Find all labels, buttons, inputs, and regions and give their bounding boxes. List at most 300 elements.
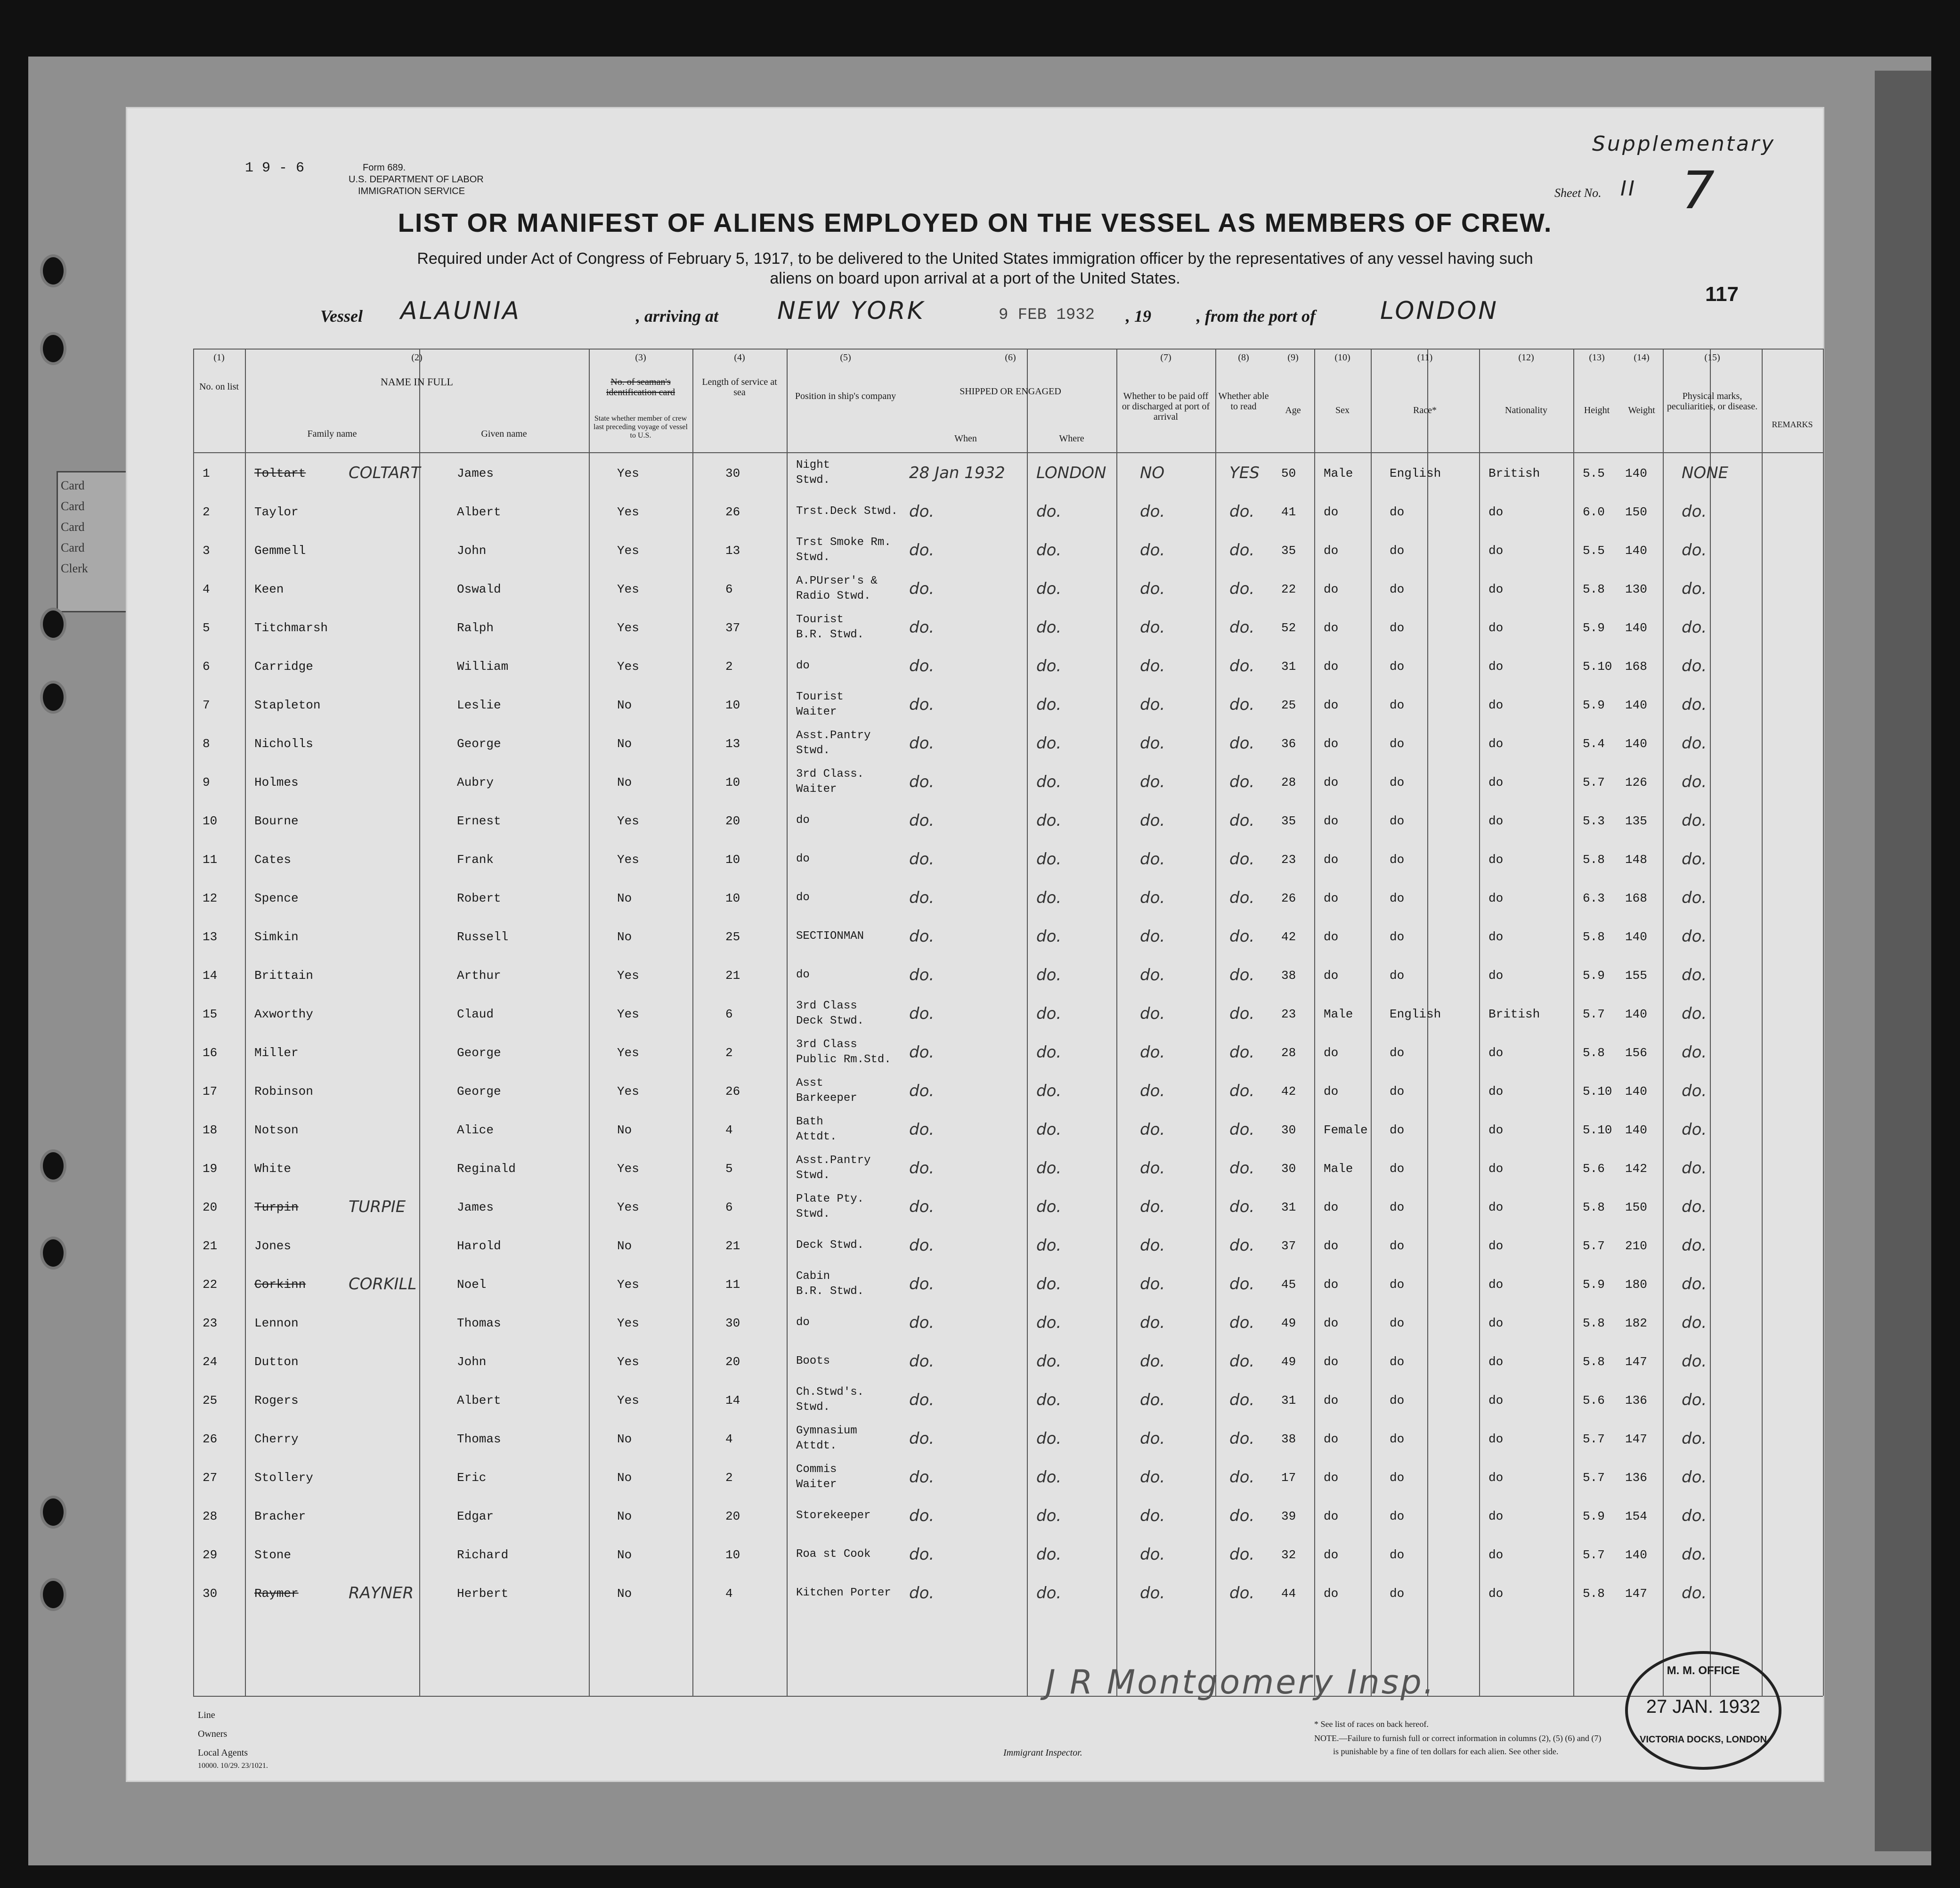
weight: 140: [1625, 1548, 1647, 1562]
shipped-where: do.: [1036, 1120, 1062, 1139]
physical-marks: do.: [1682, 1429, 1707, 1448]
rule: [193, 452, 1823, 453]
given-name: Robert: [457, 891, 501, 905]
rule: [1371, 349, 1372, 1696]
family-name: White: [254, 1162, 292, 1176]
position-line-1: 3rd Class: [796, 1000, 857, 1012]
physical-marks: do.: [1682, 1159, 1707, 1178]
race: do: [1390, 505, 1405, 519]
weight: 136: [1625, 1471, 1647, 1485]
given-name: Reginald: [457, 1162, 516, 1176]
weight: 150: [1625, 505, 1647, 519]
length-of-service: 4: [725, 1587, 733, 1601]
age: 38: [1281, 1432, 1296, 1446]
age: 44: [1281, 1587, 1296, 1601]
arrival-port: NEW YORK: [777, 297, 925, 325]
given-name: Russell: [457, 930, 509, 944]
able-to-read: do.: [1229, 695, 1255, 714]
height: 5.7: [1583, 1239, 1605, 1253]
position-line-2: Stwd.: [796, 1169, 830, 1182]
shipped-where: do.: [1036, 734, 1062, 753]
row-number: 6: [203, 659, 210, 674]
position-line-2: Deck Stwd.: [796, 1015, 864, 1027]
weight: 140: [1625, 1007, 1647, 1021]
physical-marks: do.: [1682, 1197, 1707, 1216]
col-header-where: Where: [1059, 433, 1084, 444]
previous-voyage: Yes: [617, 814, 639, 828]
corner-mark: 1 9 - 6: [245, 160, 305, 176]
rule: [1427, 349, 1428, 1696]
weight: 156: [1625, 1046, 1647, 1060]
position-line-1: do: [796, 814, 810, 827]
col-header-nationality: Nationality: [1505, 405, 1547, 415]
able-to-read: YES: [1229, 464, 1260, 482]
paid-off: do.: [1140, 1004, 1165, 1023]
shipped-when: do.: [909, 502, 935, 521]
weight: 180: [1625, 1278, 1647, 1292]
height: 5.9: [1583, 1278, 1605, 1292]
row-number: 30: [203, 1587, 218, 1601]
length-of-service: 13: [725, 544, 740, 558]
height: 5.8: [1583, 1355, 1605, 1369]
physical-marks: do.: [1682, 1584, 1707, 1603]
family-name: Miller: [254, 1046, 299, 1060]
length-of-service: 26: [725, 1084, 740, 1099]
col-num: (5): [840, 352, 851, 363]
race: do: [1390, 1200, 1405, 1214]
col-num: (7): [1160, 352, 1171, 363]
race: do: [1390, 1123, 1405, 1137]
height: 6.3: [1583, 891, 1605, 905]
shipped-where: do.: [1036, 1082, 1062, 1100]
able-to-read: do.: [1229, 502, 1255, 521]
position-line-2: Public Rm.Std.: [796, 1053, 891, 1066]
able-to-read: do.: [1229, 618, 1255, 637]
print-code: 10000. 10/29. 23/1021.: [198, 1762, 268, 1770]
paid-off: do.: [1140, 1468, 1165, 1487]
sex: do: [1324, 1316, 1339, 1330]
physical-marks: do.: [1682, 811, 1707, 830]
shipped-when: do.: [909, 1506, 935, 1525]
physical-marks: do.: [1682, 1313, 1707, 1332]
length-of-service: 2: [725, 1471, 733, 1485]
col-num: (2): [411, 352, 423, 363]
position-line-1: Gymnasium: [796, 1424, 857, 1437]
shipped-where: do.: [1036, 579, 1062, 598]
sex: do: [1324, 1393, 1339, 1408]
physical-marks: do.: [1682, 1120, 1707, 1139]
paid-off: do.: [1140, 1275, 1165, 1294]
page-mark: 7: [1682, 160, 1716, 220]
able-to-read: do.: [1229, 579, 1255, 598]
family-name: Keen: [254, 582, 284, 596]
rule: [193, 349, 194, 1696]
age: 49: [1281, 1316, 1296, 1330]
age: 23: [1281, 1007, 1296, 1021]
length-of-service: 13: [725, 737, 740, 751]
given-name: Edgar: [457, 1509, 494, 1523]
position-line-1: 3rd Class: [796, 1038, 857, 1051]
able-to-read: do.: [1229, 1429, 1255, 1448]
family-name-correction: RAYNER: [349, 1584, 414, 1603]
row-number: 22: [203, 1278, 218, 1292]
col-num: (1): [213, 352, 225, 363]
shipped-when: do.: [909, 1352, 935, 1371]
shipped-when: do.: [909, 850, 935, 869]
family-name: Dutton: [254, 1355, 299, 1369]
able-to-read: do.: [1229, 811, 1255, 830]
nationality: do: [1488, 853, 1504, 867]
footer-agents: Local Agents: [198, 1748, 248, 1758]
col-header-given: Given name: [481, 429, 527, 439]
race: do: [1390, 621, 1405, 635]
family-name: Bourne: [254, 814, 299, 828]
rule: [1762, 349, 1763, 1696]
sex: do: [1324, 1084, 1339, 1099]
row-number: 14: [203, 968, 218, 983]
row-number: 8: [203, 737, 210, 751]
side-strip-item: Card: [61, 479, 85, 492]
col-num: (4): [734, 352, 745, 363]
able-to-read: do.: [1229, 1275, 1255, 1294]
position-line-2: B.R. Stwd.: [796, 628, 864, 641]
nationality: do: [1488, 968, 1504, 983]
weight: 155: [1625, 968, 1647, 983]
previous-voyage: No: [617, 737, 632, 751]
height: 5.8: [1583, 1200, 1605, 1214]
row-number: 25: [203, 1393, 218, 1408]
position-line-1: do: [796, 853, 810, 865]
position-line-1: SECTIONMAN: [796, 930, 864, 943]
col-num: (11): [1417, 352, 1433, 363]
binder-hole: [40, 332, 66, 365]
rule: [1710, 349, 1711, 1696]
nationality: do: [1488, 1239, 1504, 1253]
paid-off: do.: [1140, 618, 1165, 637]
length-of-service: 10: [725, 1548, 740, 1562]
length-of-service: 25: [725, 930, 740, 944]
paid-off: do.: [1140, 1043, 1165, 1062]
nationality: do: [1488, 1548, 1504, 1562]
family-name: Cherry: [254, 1432, 299, 1446]
rule: [1116, 349, 1117, 1696]
shipped-where: do.: [1036, 1584, 1062, 1603]
note-races: * See list of races on back hereof.: [1314, 1719, 1429, 1729]
position-line-1: Storekeeper: [796, 1509, 871, 1522]
row-number: 11: [203, 853, 218, 867]
physical-marks: do.: [1682, 734, 1707, 753]
race: do: [1390, 1355, 1405, 1369]
weight: 126: [1625, 775, 1647, 789]
nationality: do: [1488, 1471, 1504, 1485]
previous-voyage: Yes: [617, 968, 639, 983]
family-name: Nicholls: [254, 737, 313, 751]
length-of-service: 20: [725, 1355, 740, 1369]
shipped-when: do.: [909, 618, 935, 637]
age: 45: [1281, 1278, 1296, 1292]
position-line-1: Asst.Pantry: [796, 1154, 871, 1167]
given-name: James: [457, 466, 494, 480]
paid-off: do.: [1140, 502, 1165, 521]
given-name: George: [457, 1084, 501, 1099]
previous-voyage: No: [617, 1471, 632, 1485]
length-of-service: 20: [725, 814, 740, 828]
position-line-1: Cabin: [796, 1270, 830, 1283]
nationality: British: [1488, 466, 1540, 480]
nationality: do: [1488, 544, 1504, 558]
rule: [1027, 349, 1028, 1696]
family-name: Taylor: [254, 505, 299, 519]
weight: 147: [1625, 1355, 1647, 1369]
age: 35: [1281, 814, 1296, 828]
shipped-when: do.: [909, 888, 935, 907]
sex: do: [1324, 1239, 1339, 1253]
paid-off: do.: [1140, 927, 1165, 946]
age: 25: [1281, 698, 1296, 712]
given-name: Frank: [457, 853, 494, 867]
height: 5.3: [1583, 814, 1605, 828]
row-number: 5: [203, 621, 210, 635]
weight: 140: [1625, 930, 1647, 944]
physical-marks: do.: [1682, 850, 1707, 869]
previous-voyage: No: [617, 1432, 632, 1446]
row-number: 1: [203, 466, 210, 480]
able-to-read: do.: [1229, 1352, 1255, 1371]
shipped-where: do.: [1036, 1391, 1062, 1409]
previous-voyage: No: [617, 775, 632, 789]
binder-hole: [40, 608, 66, 641]
nationality: do: [1488, 775, 1504, 789]
nationality: do: [1488, 1046, 1504, 1060]
able-to-read: do.: [1229, 1584, 1255, 1603]
age: 35: [1281, 544, 1296, 558]
nationality: do: [1488, 1278, 1504, 1292]
row-number: 15: [203, 1007, 218, 1021]
rule: [193, 349, 1823, 350]
shipped-when: do.: [909, 1197, 935, 1216]
family-name: Rogers: [254, 1393, 299, 1408]
sex: do: [1324, 968, 1339, 983]
departure-port: LONDON: [1380, 297, 1499, 325]
position-line-1: Ch.Stwd's.: [796, 1386, 864, 1399]
length-of-service: 10: [725, 775, 740, 789]
col-num: (14): [1634, 352, 1650, 363]
family-name: Toltart: [254, 466, 306, 480]
nationality: British: [1488, 1007, 1540, 1021]
nationality: do: [1488, 930, 1504, 944]
rule: [1663, 349, 1664, 1696]
nationality: do: [1488, 1587, 1504, 1601]
weight: 140: [1625, 1084, 1647, 1099]
row-number: 2: [203, 505, 210, 519]
rule: [1573, 349, 1574, 1696]
sex: do: [1324, 505, 1339, 519]
race: do: [1390, 1239, 1405, 1253]
shipped-when: do.: [909, 657, 935, 675]
position-line-2: Stwd.: [796, 474, 830, 487]
physical-marks: do.: [1682, 1545, 1707, 1564]
paid-off: do.: [1140, 1082, 1165, 1100]
position-line-2: Stwd.: [796, 1401, 830, 1414]
shipped-when: do.: [909, 1584, 935, 1603]
position-line-1: Deck Stwd.: [796, 1239, 864, 1252]
family-name: Brittain: [254, 968, 313, 983]
manifest-sheet: [127, 108, 1823, 1781]
height: 5.8: [1583, 930, 1605, 944]
position-line-2: Stwd.: [796, 1208, 830, 1221]
race: do: [1390, 737, 1405, 751]
length-of-service: 30: [725, 1316, 740, 1330]
position-line-1: Roa st Cook: [796, 1548, 871, 1561]
shipped-where: do.: [1036, 541, 1062, 560]
nationality: do: [1488, 1393, 1504, 1408]
backing-edge: [1875, 71, 1931, 1851]
shipped-when: do.: [909, 1043, 935, 1062]
length-of-service: 6: [725, 582, 733, 596]
race: do: [1390, 1548, 1405, 1562]
year-label: , 19: [1126, 307, 1151, 326]
shipped-when: do.: [909, 1082, 935, 1100]
position-line-2: Waiter: [796, 1478, 837, 1491]
previous-voyage: No: [617, 1239, 632, 1253]
height: 5.7: [1583, 1432, 1605, 1446]
nationality: do: [1488, 1509, 1504, 1523]
nationality: do: [1488, 1200, 1504, 1214]
binder-hole: [40, 1578, 66, 1611]
previous-voyage: No: [617, 1123, 632, 1137]
able-to-read: do.: [1229, 1197, 1255, 1216]
age: 42: [1281, 930, 1296, 944]
paid-off: do.: [1140, 695, 1165, 714]
length-of-service: 10: [725, 698, 740, 712]
arriving-label: , arriving at: [636, 307, 719, 326]
given-name: Alice: [457, 1123, 494, 1137]
nationality: do: [1488, 1162, 1504, 1176]
family-name: Axworthy: [254, 1007, 313, 1021]
weight: 136: [1625, 1393, 1647, 1408]
weight: 182: [1625, 1316, 1647, 1330]
sex: do: [1324, 930, 1339, 944]
paid-off: do.: [1140, 1584, 1165, 1603]
physical-marks: do.: [1682, 1391, 1707, 1409]
position-line-2: Waiter: [796, 706, 837, 718]
shipped-where: do.: [1036, 811, 1062, 830]
height: 5.9: [1583, 698, 1605, 712]
sex: Female: [1324, 1123, 1368, 1137]
sex: Male: [1324, 1007, 1353, 1021]
able-to-read: do.: [1229, 1082, 1255, 1100]
position-line-2: Waiter: [796, 783, 837, 796]
physical-marks: do.: [1682, 1004, 1707, 1023]
sex: do: [1324, 544, 1339, 558]
weight: 210: [1625, 1239, 1647, 1253]
col-num: (13): [1589, 352, 1605, 363]
row-number: 27: [203, 1471, 218, 1485]
sheet-number: II: [1620, 177, 1636, 201]
col-header-read: Whether able to read: [1218, 391, 1269, 412]
form-number: Form 689.: [363, 163, 406, 173]
family-name-correction: CORKILL: [349, 1275, 417, 1294]
given-name: George: [457, 737, 501, 751]
age: 30: [1281, 1123, 1296, 1137]
vessel-name: ALAUNIA: [400, 297, 521, 325]
sex: do: [1324, 853, 1339, 867]
age: 31: [1281, 1200, 1296, 1214]
shipped-where: do.: [1036, 657, 1062, 675]
col-header-sex: Sex: [1335, 405, 1350, 415]
side-strip: [57, 471, 137, 612]
physical-marks: do.: [1682, 1082, 1707, 1100]
paid-off: do.: [1140, 850, 1165, 869]
able-to-read: do.: [1229, 1159, 1255, 1178]
length-of-service: 37: [725, 621, 740, 635]
sex: do: [1324, 1548, 1339, 1562]
weight: 140: [1625, 737, 1647, 751]
nationality: do: [1488, 1355, 1504, 1369]
physical-marks: do.: [1682, 773, 1707, 791]
able-to-read: do.: [1229, 966, 1255, 985]
col-num: (6): [1005, 352, 1016, 363]
weight: 168: [1625, 891, 1647, 905]
previous-voyage: Yes: [617, 1007, 639, 1021]
race: English: [1390, 466, 1441, 480]
col-header-age: Age: [1285, 405, 1301, 415]
position-line-1: Commis: [796, 1463, 837, 1476]
height: 5.10: [1583, 1123, 1612, 1137]
given-name: Noel: [457, 1278, 487, 1292]
shipped-where: do.: [1036, 1159, 1062, 1178]
paid-off: do.: [1140, 1197, 1165, 1216]
paid-off: do.: [1140, 579, 1165, 598]
length-of-service: 30: [725, 466, 740, 480]
position-line-1: Bath: [796, 1115, 823, 1128]
weight: 140: [1625, 544, 1647, 558]
height: 5.5: [1583, 466, 1605, 480]
supplementary-note: Supplementary: [1592, 132, 1776, 156]
race: do: [1390, 698, 1405, 712]
previous-voyage: Yes: [617, 582, 639, 596]
shipped-where: do.: [1036, 1352, 1062, 1371]
able-to-read: do.: [1229, 734, 1255, 753]
row-number: 12: [203, 891, 218, 905]
family-name: Lennon: [254, 1316, 299, 1330]
row-number: 16: [203, 1046, 218, 1060]
row-number: 4: [203, 582, 210, 596]
position-line-1: A.PUrser's &: [796, 575, 878, 587]
shipped-when: do.: [909, 579, 935, 598]
height: 5.8: [1583, 853, 1605, 867]
col-header-physical: Physical marks, peculiarities, or disease.: [1667, 391, 1758, 412]
shipped-where: LONDON: [1036, 464, 1106, 482]
previous-voyage: No: [617, 1587, 632, 1601]
shipped-where: do.: [1036, 1545, 1062, 1564]
previous-voyage: Yes: [617, 1278, 639, 1292]
weight: 130: [1625, 582, 1647, 596]
family-name: Simkin: [254, 930, 299, 944]
physical-marks: do.: [1682, 1275, 1707, 1294]
weight: 140: [1625, 466, 1647, 480]
given-name: John: [457, 544, 487, 558]
family-name: Titchmarsh: [254, 621, 328, 635]
family-name: Stone: [254, 1548, 292, 1562]
able-to-read: do.: [1229, 1004, 1255, 1023]
paid-off: do.: [1140, 1506, 1165, 1525]
given-name: Albert: [457, 505, 501, 519]
shipped-where: do.: [1036, 966, 1062, 985]
race: do: [1390, 659, 1405, 674]
binder-hole: [40, 681, 66, 714]
age: 31: [1281, 659, 1296, 674]
